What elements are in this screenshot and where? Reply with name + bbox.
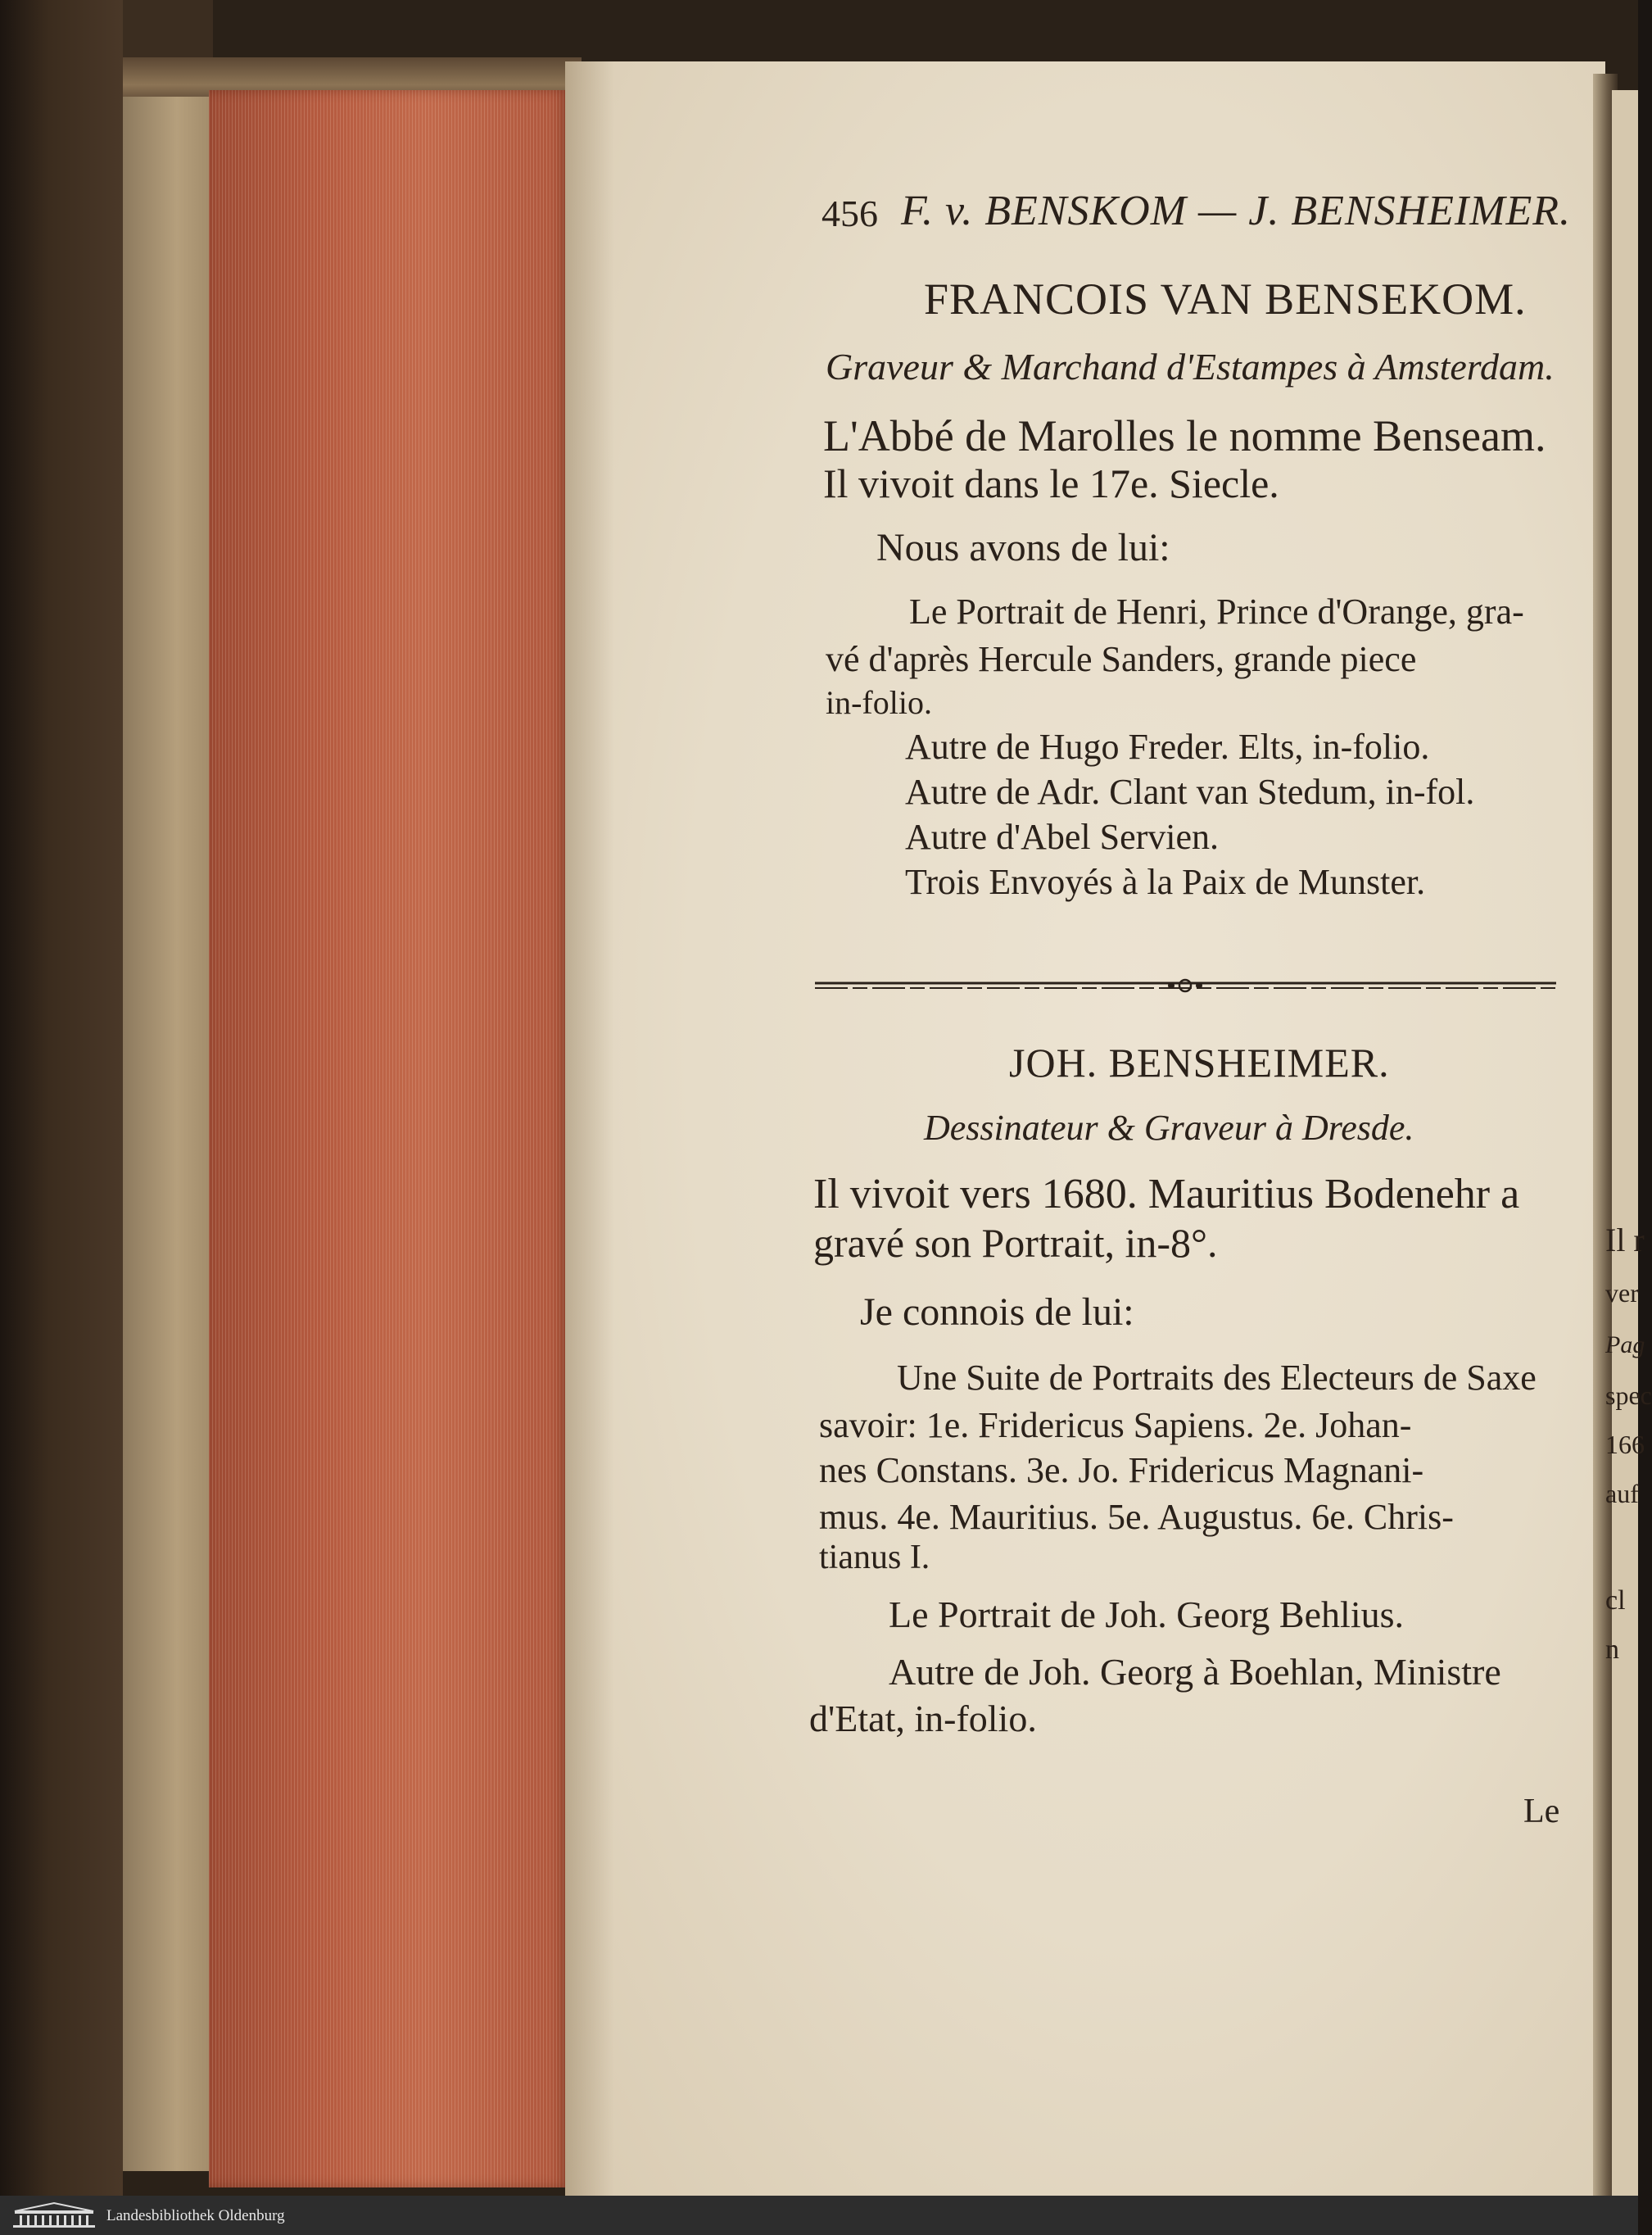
adjacent-page [1612,90,1638,2196]
adjacent-fragment: Il r [1605,1222,1645,1258]
book-cover-board [123,57,213,2171]
work-line: Une Suite de Portraits des Electeurs de Saxe [897,1358,1537,1398]
work-line: nes Constans. 3e. Jo. Fridericus Magnani- [819,1450,1424,1490]
catchword: Le [1523,1793,1560,1830]
work-line: Autre de Hugo Freder. Elts, in-folio. [905,727,1430,767]
work-line: in-folio. [826,684,932,721]
adjacent-fragment: ver [1605,1278,1639,1308]
works-heading: Nous avons de lui: [876,526,1170,569]
binding-spine [0,0,123,2196]
page-fore-edge [209,90,569,2187]
ornamental-divider [815,979,1556,992]
board-top-strip [123,0,213,57]
footer-bar [0,2196,1638,2235]
entry-intro-line: L'Abbé de Marolles le nomme Benseam. [823,411,1546,460]
library-building-logo-icon [11,2201,97,2229]
work-line: d'Etat, in-folio. [809,1698,1037,1739]
entry-name: FRANCOIS VAN BENSEKOM. [924,274,1527,324]
entry-subtitle: Graveur & Marchand d'Estampes à Amsterdam. [826,346,1555,388]
work-line: Le Portrait de Joh. Georg Behlius. [889,1594,1404,1635]
work-line: mus. 4e. Mauritius. 5e. Augustus. 6e. Chris- [819,1497,1454,1537]
work-line: Trois Envoyés à la Paix de Munster. [905,862,1426,902]
entry-subtitle: Dessinateur & Graveur à Dresde. [924,1108,1414,1148]
work-line: tianus I. [819,1539,930,1576]
page-shadow [565,61,614,2196]
page-number: 456 [821,193,878,234]
adjacent-fragment: spec [1605,1380,1652,1410]
work-line: savoir: 1e. Fridericus Sapiens. 2e. Johan- [819,1405,1412,1445]
entry-intro-line: Il vivoit vers 1680. Mauritius Bodenehr a [813,1171,1520,1217]
library-name: Landesbibliothek Oldenburg [106,2207,285,2224]
work-line: Autre d'Abel Servien. [905,817,1220,857]
adjacent-fragment: auf [1605,1479,1639,1508]
work-line: Le Portrait de Henri, Prince d'Orange, gra- [909,592,1524,632]
works-heading: Je connois de lui: [860,1290,1134,1334]
running-title: F. v. BENSKOM — J. BENSHEIMER. [901,188,1572,234]
entry-name: JOH. BENSHEIMER. [1009,1040,1390,1086]
work-line: vé d'après Hercule Sanders, grande piece [826,639,1417,679]
entry-intro-line: gravé son Portrait, in-8°. [813,1220,1218,1266]
work-line: Autre de Adr. Clant van Stedum, in-fol. [905,772,1475,812]
adjacent-fragment: n [1605,1634,1619,1665]
adjacent-fragment: 166 [1605,1430,1645,1459]
entry-intro-line: Il vivoit dans le 17e. Siecle. [823,460,1279,506]
adjacent-fragment: cl [1605,1585,1626,1616]
adjacent-fragment: Pag [1605,1331,1645,1358]
work-line: Autre de Joh. Georg à Boehlan, Ministre [889,1651,1501,1693]
